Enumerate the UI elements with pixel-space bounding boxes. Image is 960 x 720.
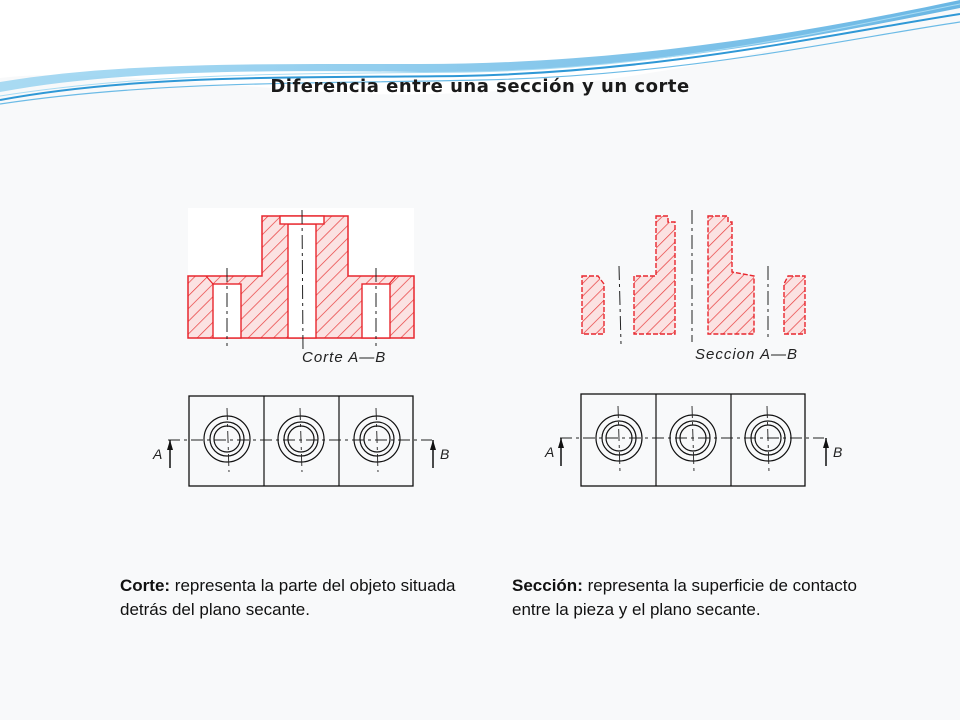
seccion-centerline-left [619,266,621,344]
corte-description-text: representa la parte del objeto situada detrás del plano secante. [120,576,456,619]
seccion-marker-a: A [545,444,555,460]
seccion-term: Sección: [512,576,583,595]
seccion-bolt-3 [745,406,791,472]
slide-title: Diferencia entre una sección y un corte [270,76,690,97]
corte-arrow-a [167,440,173,468]
seccion-bolt-1 [596,406,642,472]
seccion-description [512,574,857,622]
seccion-label: Seccion A—B [695,346,798,363]
corte-marker-a: A [153,446,163,462]
seccion-arrow-b [823,438,829,466]
corte-marker-b: B [440,446,450,462]
seccion-piece-1 [582,276,604,334]
seccion-piece-4 [784,276,805,334]
seccion-description-text: representa la superficie de contacto entre la pieza y el plano secante. [512,576,857,619]
corte-term: Corte: [120,576,171,595]
corte-label: Corte A—B [302,349,387,366]
seccion-bolt-2 [670,406,716,472]
seccion-piece-2 [634,216,675,334]
seccion-piece-3 [708,216,754,334]
seccion-marker-b: B [833,444,843,460]
corte-arrow-b [430,440,436,468]
corte-description [120,574,460,622]
seccion-arrow-a [558,438,564,466]
